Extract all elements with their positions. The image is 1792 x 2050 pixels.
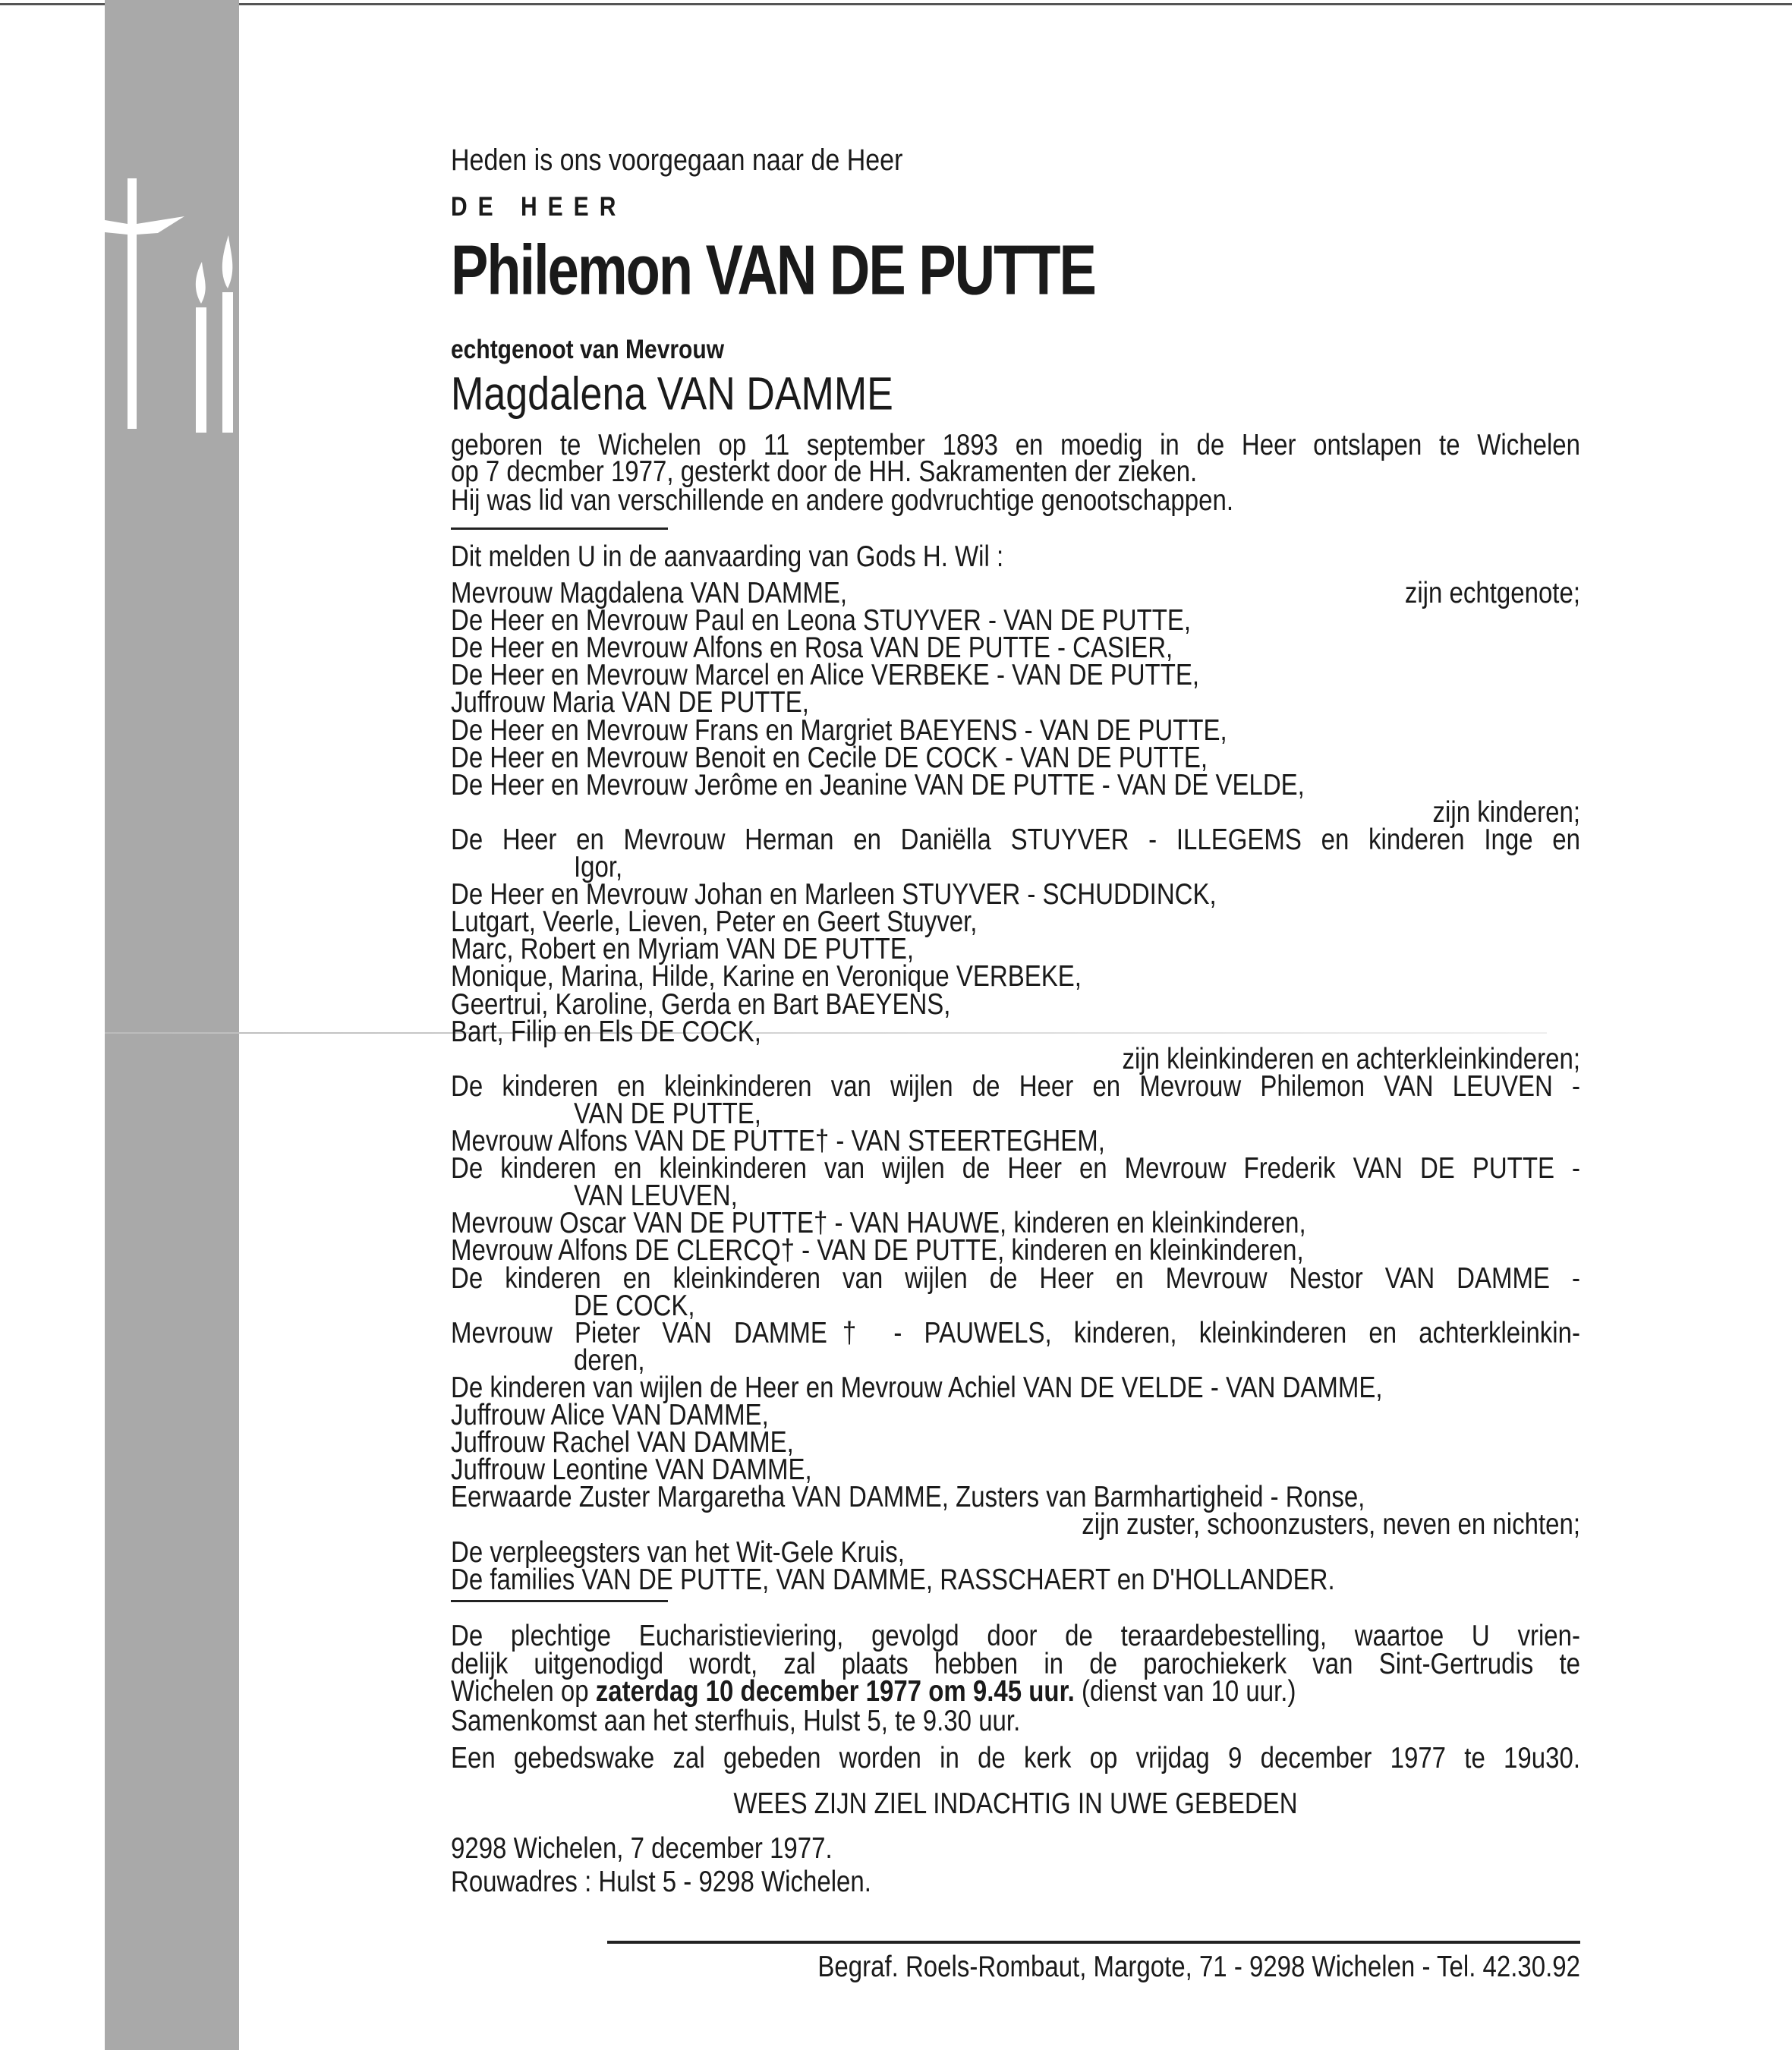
announcement: Dit melden U in de aanvaarding van Gods H. Wil : <box>451 539 1004 573</box>
family-line-text: zijn zuster, schoonzusters, neven en nichten; <box>1082 1507 1580 1541</box>
mourning-address: Rouwadres : Hulst 5 - 9298 Wichelen. <box>451 1864 871 1898</box>
relation-label: zijn echtgenote; <box>1404 575 1580 609</box>
family-line-text: Mevrouw Alfons VAN DE PUTTE† - VAN STEERTEGHEM, <box>451 1123 1105 1157</box>
family-line-text: deren, <box>574 1343 645 1377</box>
family-line-text: Eerwaarde Zuster Margaretha VAN DAMME, Zusters van Barmhartigheid - Ronse, <box>451 1480 1365 1513</box>
footer-divider <box>607 1941 1580 1944</box>
family-line-text: De kinderen en kleinkinderen van wijlen de Heer en Mevrouw Frederik VAN DE PUTTE - <box>451 1151 1580 1185</box>
bio-line: geboren te Wichelen op 11 september 1893 en moedig in de Heer ontslapen te Wichelen <box>451 427 1580 461</box>
divider <box>451 1600 668 1602</box>
family-line-text: Mevrouw Pieter VAN DAMME† - PAUWELS, kinderen, kleinkinderen en achterkleinkin- <box>451 1315 1580 1349</box>
family-line-text: Monique, Marina, Hilde, Karine en Veronique VERBEKE, <box>451 959 1082 993</box>
vigil-text: Een gebedswake zal gebeden worden in de kerk op vrijdag 9 december 1977 te 19u30. <box>451 1740 1580 1774</box>
spouse-label: echtgenoot van Mevrouw <box>451 335 725 365</box>
undertaker-info: Begraf. Roels-Rombaut, Margote, 71 - 9298 Wichelen - Tel. 42.30.92 <box>817 1949 1580 1983</box>
service-datetime: zaterdag 10 december 1977 om 9.45 uur. <box>595 1674 1075 1708</box>
family-line-text: Juffrouw Rachel VAN DAMME, <box>451 1425 794 1459</box>
family-line-text: zijn kleinkinderen en achterkleinkinderen; <box>1122 1041 1580 1075</box>
prayer-text: WEES ZIJN ZIEL INDACHTIG IN UWE GEBEDEN <box>733 1786 1298 1820</box>
family-line-text: VAN DE PUTTE, <box>574 1096 761 1130</box>
service-location: Wichelen op <box>451 1674 589 1708</box>
place-date: 9298 Wichelen, 7 december 1977. <box>451 1831 833 1865</box>
service-line <box>451 1675 1580 1707</box>
title-prefix: DE HEER <box>451 192 627 222</box>
family-line-text: De Heer en Mevrouw Paul en Leona STUYVER - VAN DE PUTTE, <box>451 603 1192 637</box>
bio-line: Hij was lid van verschillende en andere godvruchtige genootschappen. <box>451 483 1233 517</box>
family-line-text: zijn kinderen; <box>1432 795 1580 829</box>
spouse-name: Magdalena VAN DAMME <box>451 368 893 420</box>
service-note: (dienst van 10 uur.) <box>1081 1674 1296 1708</box>
intro-text: Heden is ons voorgegaan naar de Heer <box>451 143 903 178</box>
family-line-text: De kinderen en kleinkinderen van wijlen de Heer en Mevrouw Philemon VAN LEUVEN - <box>451 1069 1580 1103</box>
family-line <box>451 1563 1580 1595</box>
family-line-text: De families VAN DE PUTTE, VAN DAMME, RASSCHAERT en D'HOLLANDER. <box>451 1562 1335 1596</box>
family-line-text: De kinderen van wijlen de Heer en Mevrouw Achiel VAN DE VELDE - VAN DAMME, <box>451 1370 1383 1404</box>
family-line-text: De Heer en Mevrouw Herman en Daniëlla STUYVER - ILLEGEMS en kinderen Inge en <box>451 822 1580 856</box>
family-line-text: De Heer en Mevrouw Johan en Marleen STUYVER - SCHUDDINCK, <box>451 877 1217 911</box>
divider <box>451 527 668 530</box>
family-line-text: VAN LEUVEN, <box>574 1179 738 1212</box>
cross-and-candles-icon <box>82 148 245 436</box>
family-line-text: Juffrouw Maria VAN DE PUTTE, <box>451 685 809 719</box>
gathering-text: Samenkomst aan het sterfhuis, Hulst 5, te 9.30 uur. <box>451 1703 1021 1737</box>
family-line-text: Marc, Robert en Myriam VAN DE PUTTE, <box>451 932 915 965</box>
service-line: De plechtige Eucharistieviering, gevolgd door de teraardebestelling, waartoe U vrien- <box>451 1618 1580 1652</box>
family-line-text: DE COCK, <box>574 1288 695 1322</box>
family-line-text: De kinderen en kleinkinderen van wijlen de Heer en Mevrouw Nestor VAN DAMME - <box>451 1261 1580 1294</box>
family-line-text: Juffrouw Alice VAN DAMME, <box>451 1397 769 1431</box>
family-line-text: De Heer en Mevrouw Frans en Margriet BAEYENS - VAN DE PUTTE, <box>451 713 1227 746</box>
family-line-text: Igor, <box>574 849 623 883</box>
family-line-text: Geertrui, Karoline, Gerda en Bart BAEYENS, <box>451 987 951 1020</box>
family-line-text: Mevrouw Magdalena VAN DAMME, <box>451 575 848 609</box>
family-line-text: Bart, Filip en Els DE COCK, <box>451 1014 761 1048</box>
family-line-text: De verpleegsters van het Wit-Gele Kruis, <box>451 1535 905 1568</box>
family-line-text: De Heer en Mevrouw Marcel en Alice VERBEKE - VAN DE PUTTE, <box>451 658 1200 691</box>
family-line-text: Mevrouw Alfons DE CLERCQ† - VAN DE PUTTE, kinderen en kleinkinderen, <box>451 1233 1304 1267</box>
family-line-text: De Heer en Mevrouw Benoit en Cecile DE COCK - VAN DE PUTTE, <box>451 740 1208 774</box>
family-line-text: Juffrouw Leontine VAN DAMME, <box>451 1453 812 1486</box>
service-line: delijk uitgenodigd wordt, zal plaats hebben in de parochiekerk van Sint-Gertrudis te <box>451 1646 1580 1680</box>
bio-line: op 7 decmber 1977, gesterkt door de HH. Sakramenten der zieken. <box>451 454 1198 488</box>
family-line-text: De Heer en Mevrouw Alfons en Rosa VAN DE PUTTE - CASIER, <box>451 631 1173 664</box>
family-line-text: De Heer en Mevrouw Jerôme en Jeanine VAN DE PUTTE - VAN DE VELDE, <box>451 767 1305 801</box>
family-line-text: Lutgart, Veerle, Lieven, Peter en Geert Stuyver, <box>451 905 978 938</box>
deceased-name: Philemon VAN DE PUTTE <box>451 230 1095 310</box>
family-line-text: Mevrouw Oscar VAN DE PUTTE† - VAN HAUWE, kinderen en kleinkinderen, <box>451 1206 1306 1239</box>
paper-edge <box>0 3 1792 5</box>
